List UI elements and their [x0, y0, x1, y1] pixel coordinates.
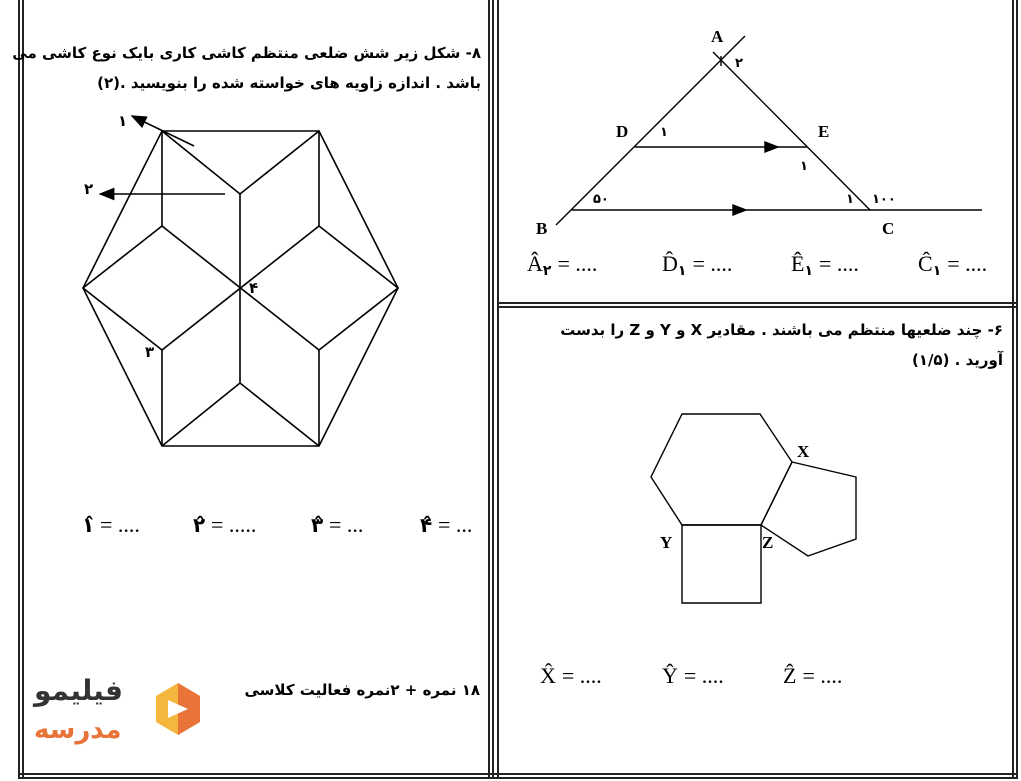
answer-blank-2[interactable]: = ..... [211, 512, 257, 537]
filimo-logo-icon [156, 683, 200, 735]
answer-Y: Ŷ = .... [662, 663, 724, 688]
answer-label-4: ۴̂ [420, 513, 433, 537]
angle-B: ۵۰ [593, 192, 609, 207]
question-6-line2: آورید . (۱/۵) [911, 351, 1003, 369]
answer-label-2: ۲̂ [193, 513, 206, 537]
point-B: B [536, 219, 548, 238]
triangle-answers [527, 251, 987, 279]
answer-blank-3[interactable]: = ... [329, 512, 364, 537]
square [682, 525, 761, 603]
left-answers [82, 512, 472, 537]
question-8-line2: باشد . اندازه زاویه های خواسته شده را بنویسید .(۲) [97, 74, 481, 92]
hexagon [651, 414, 792, 525]
angle-label-3: ۳ [145, 343, 155, 361]
filimo-madreseh-logo [30, 674, 150, 750]
logo-text-madreseh: مدرسه [34, 715, 122, 745]
point-Z: Z [762, 533, 774, 552]
score-note: ۱۸ نمره + ۲نمره فعالیت کلاسی [244, 681, 480, 699]
answer-A2: Â۲ = .... [527, 251, 598, 279]
answer-D1: D̂۱ = .... [662, 251, 733, 279]
triangle-labels [536, 27, 896, 238]
answer-blank-1[interactable]: = .... [100, 512, 140, 537]
question-6-line1: ۶- چند ضلعیها منتظم می باشند . مقادیر X و Y و Z را بدست [560, 321, 1003, 339]
answer-blank-4[interactable]: = ... [438, 512, 473, 537]
point-C: C [882, 219, 895, 238]
hexagon-tiling-figure [83, 116, 398, 446]
angle-C1: ۱ [846, 192, 854, 207]
polygons-figure [651, 414, 856, 603]
polygon-answers [540, 663, 842, 688]
angle-D1: ۱ [660, 125, 668, 140]
point-D: D [616, 122, 629, 141]
angle-label-2: ۲ [84, 180, 94, 198]
point-Y: Y [660, 533, 673, 552]
answer-X: X̂ = .... [540, 663, 602, 688]
pentagon [761, 462, 856, 556]
answer-label-3: ۳̂ [311, 513, 324, 537]
answer-label-1: ۱̂ [82, 513, 95, 537]
angle-E1: ۱ [800, 159, 808, 174]
angle-A2: ۲ [735, 56, 743, 71]
point-E: E [818, 122, 830, 141]
angle-C-exterior: ۱۰۰ [872, 192, 896, 207]
angle-label-4: ۴ [249, 279, 259, 297]
answer-E1: Ê۱ = .... [791, 251, 859, 279]
point-A: A [711, 27, 724, 46]
answer-Z: Ẑ = .... [783, 663, 843, 688]
answer-C1: Ĉ۱ = .... [918, 251, 988, 279]
angle-label-1: ۱ [118, 112, 128, 130]
point-X: X [797, 442, 810, 461]
logo-text-filimo: فیلیمو [34, 674, 123, 707]
question-8-line1: ۸- شکل زیر شش ضلعی منتظم کاشی کاری بایک نوع کاشی می [12, 44, 481, 62]
